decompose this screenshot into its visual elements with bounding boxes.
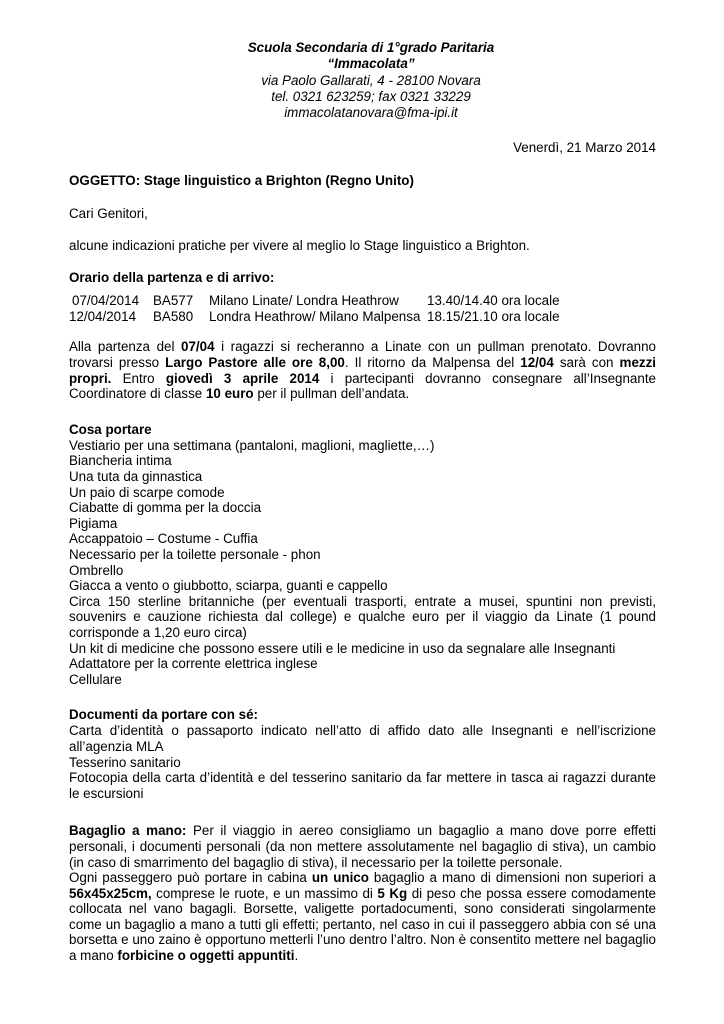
bold-text: 10 euro xyxy=(205,386,254,402)
flight-table xyxy=(69,293,560,324)
bold-text: 07/04 xyxy=(181,339,215,355)
flight-route: Milano Linate/ Londra Heathrow xyxy=(209,293,399,309)
bold-text: 56x45x25cm, xyxy=(69,885,152,901)
list-item: Cellulare xyxy=(69,671,122,687)
list-item: Vestiario per una settimana (pantaloni, maglioni, magliette,…) xyxy=(69,437,435,453)
flight-code: BA577 xyxy=(153,293,194,309)
list-item: Fotocopia della carta d’identità e del tesserino sanitario da far mettere in tasca ai ragazzi durante le escursioni xyxy=(69,770,656,801)
text: bagaglio a mano di dimensioni non superiori a xyxy=(368,870,656,886)
letter-date: Venerdì, 21 Marzo 2014 xyxy=(513,140,656,156)
letterhead xyxy=(86,40,656,121)
school-address: via Paolo Gallarati, 4 - 28100 Novara xyxy=(261,72,481,88)
list-item: Tesserino sanitario xyxy=(69,754,181,770)
text: i partecipanti dovranno consegnare all’Insegnante Coordinatore di classe xyxy=(69,370,656,402)
text: di peso che possa essere comodamente collocata nel vano bagagli. Borsette, valigette portadocumenti, sono considerati singolarmente come un bagaglio a mano a tutti gli effetti; pertanto, nel caso in cui il passeggero abbia con sé una borsetta e uno zaino è opportuno metterli l’uno dentro l’altro. Non è consentito mettere nel bagaglio a mano xyxy=(69,885,656,964)
list-item: Ciabatte di gomma per la doccia xyxy=(69,500,262,516)
text: Alla partenza del xyxy=(69,339,182,355)
letter-page xyxy=(69,40,656,964)
bold-text: 12/04 xyxy=(520,355,554,371)
list-item: Giacca a vento o giubbotto, sciarpa, guanti e cappello xyxy=(69,578,388,594)
hand-luggage-title: Bagaglio a mano: xyxy=(69,823,187,839)
bold-text: 5 Kg xyxy=(377,885,408,901)
school-type: Scuola Secondaria di 1°grado Paritaria xyxy=(247,40,495,55)
flight-time: 13.40/14.40 ora locale xyxy=(427,293,560,309)
flight-code: BA580 xyxy=(153,308,194,324)
bold-text: forbicine o oggetti appuntiti xyxy=(117,948,295,964)
bold-text: un unico xyxy=(311,870,369,886)
flight-row xyxy=(69,309,560,325)
list-item: Circa 150 sterline britanniche (per eventuali trasporti, entrate a musei, spuntini non previsti, souvenirs e cauzione richiesta dal college) e qualche euro per il viaggio da Linate (1 pound corrisponde a 1,20 euro circa) xyxy=(69,593,656,640)
text: i ragazzi si recheranno a Linate con un pullman prenotato. Dovranno trovarsi presso xyxy=(69,339,656,371)
flight-date: 07/04/2014 xyxy=(72,293,140,309)
list-item: Pigiama xyxy=(69,515,118,531)
list-item: Carta d’identità o passaporto indicato nell’atto di affido dato alle Insegnanti e nell’iscrizione all’agenzia MLA xyxy=(69,723,656,754)
schedule-section xyxy=(69,270,656,324)
schedule-title: Orario della partenza e di arrivo: xyxy=(69,270,275,286)
text: per il pullman dell’andata. xyxy=(253,386,410,402)
hand-luggage-paragraph-2 xyxy=(69,870,656,964)
school-phone: tel. 0321 623259; fax 0321 33229 xyxy=(271,88,471,104)
text: Per il viaggio in aereo consigliamo un bagaglio a mano dove porre effetti personali, i documenti personali (da non mettere assolutamente nel bagaglio di stiva), un cambio (in caso di smarrimento del bagaglio di stiva), il necessario per la toilette personale. xyxy=(69,823,656,870)
bold-text: giovedì 3 aprile 2014 xyxy=(165,370,320,386)
hand-luggage-paragraph-1 xyxy=(69,823,656,870)
items-list xyxy=(69,438,656,688)
list-item: Una tuta da ginnastica xyxy=(69,469,203,485)
salutation: Cari Genitori, xyxy=(69,206,148,222)
bold-text: Largo Pastore alle ore 8,00 xyxy=(165,355,345,371)
list-item: Necessario per la toilette personale - phon xyxy=(69,547,321,563)
list-item: Accappatoio – Costume - Cuffia xyxy=(69,531,258,547)
flight-date: 12/04/2014 xyxy=(69,308,137,324)
text: . xyxy=(294,948,299,964)
list-item: Ombrello xyxy=(69,562,124,578)
documents-list xyxy=(69,723,656,801)
text: comprese le ruote, e un massimo di xyxy=(151,885,378,901)
school-name: “Immacolata” xyxy=(327,56,415,72)
departure-paragraph xyxy=(69,339,656,401)
list-item: Adattatore per la corrente elettrica inglese xyxy=(69,656,318,672)
school-email: immacolatanovara@fma-ipi.it xyxy=(284,105,458,121)
items-section xyxy=(69,422,656,688)
text: . Il ritorno da Malpensa del xyxy=(344,355,521,371)
list-item: Un paio di scarpe comode xyxy=(69,484,225,500)
flight-row xyxy=(69,293,560,309)
list-item: Un kit di medicine che possono essere utili e le medicine in uso da segnalare alle Insegnanti xyxy=(69,640,616,656)
intro-line: alcune indicazioni pratiche per vivere al meglio lo Stage linguistico a Brighton. xyxy=(69,238,530,254)
items-title: Cosa portare xyxy=(69,421,152,437)
documents-section xyxy=(69,707,656,801)
flight-route: Londra Heathrow/ Milano Malpensa xyxy=(209,308,421,324)
flight-time: 18.15/21.10 ora locale xyxy=(427,308,560,324)
text: sarà con xyxy=(553,355,620,371)
text: Entro xyxy=(111,370,166,386)
list-item: Biancheria intima xyxy=(69,453,172,469)
letter-subject: OGGETTO: Stage linguistico a Brighton (Regno Unito) xyxy=(69,173,414,189)
text: Ogni passeggero può portare in cabina xyxy=(69,870,312,886)
documents-title: Documenti da portare con sé: xyxy=(69,707,258,723)
hand-luggage-section xyxy=(69,823,656,963)
bold-text: mezzi propri. xyxy=(69,355,657,386)
